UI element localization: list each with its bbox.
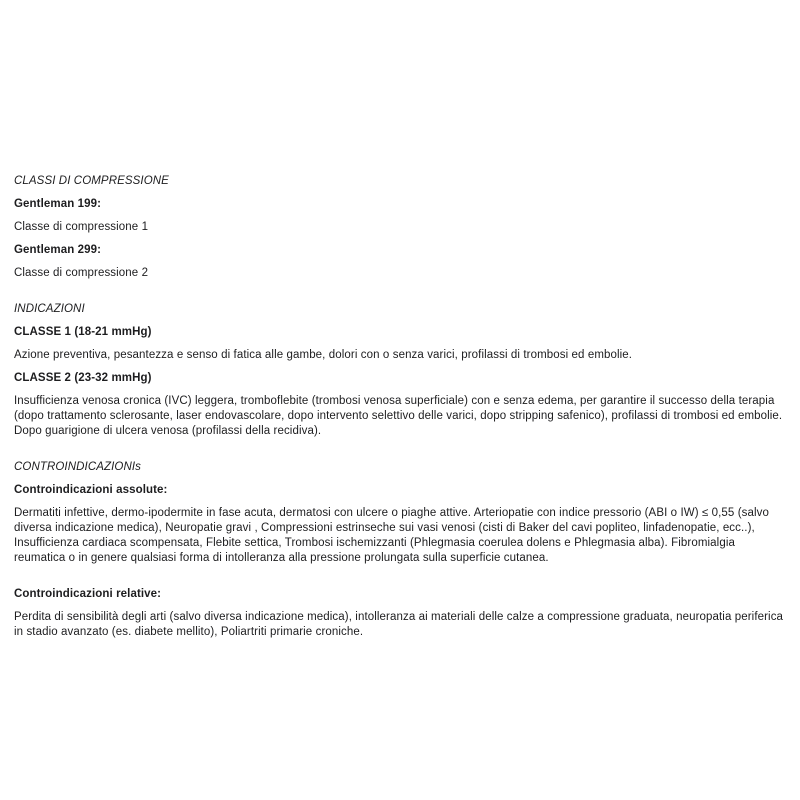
relative-contraindications-text: Perdita di sensibilità degli arti (salvo diversa indicazione medica), intolleranza ai materiali delle calze a compressione graduata, neuropatia periferica in stadio avanzato (es. diabete mellito), Poliartriti primarie croniche.: [14, 611, 784, 638]
gentleman-299-label: Gentleman 299:: [14, 244, 102, 256]
class1-title: CLASSE 1 (18-21 mmHg): [14, 326, 152, 338]
section-indications: [14, 302, 786, 439]
gentleman-199-value: Classe di compressione 1: [14, 221, 149, 233]
class2-description: Insufficienza venosa cronica (IVC) leggera, tromboflebite (trombosi venosa superficiale) con e senza edema, per garantire il successo della terapia (dopo trattamento sclerosante, laser endovascolare, dopo intervento selettivo delle varici, dopo stripping safenico), profilassi di trombosi ed embolie. Dopo guarigione di ulcera venosa (profilassi della recidiva).: [14, 395, 783, 437]
gentleman-199-label: Gentleman 199:: [14, 198, 102, 210]
absolute-contraindications-text: Dermatiti infettive, dermo-ipodermite in fase acuta, dermatosi con ulcere o piaghe attive. Arteriopatie con indice pressorio (ABI o IW) ≤ 0,55 (salvo diversa indicazione medica), Neuropatie gravi , Compressioni estrinseche sui vasi venosi (cisti di Baker del cavi popliteo, linfadenopatie, ecc..), Insufficienza cardiaca scompensata, Flebite settica, Trombosi ischemizzanti (Phlegmasia coerulea dolens e Phlegmasia alba). Fibromialgia reumatica o in genere qualsiasi forma di intolleranza alla pressione prolungata sulla superficie cutanea.: [14, 507, 769, 564]
section-contraindications: [14, 460, 786, 640]
indications-heading: INDICAZIONI: [14, 303, 85, 315]
contraindications-heading: CONTROINDICAZIONIs: [14, 461, 142, 473]
class1-description: Azione preventiva, pesantezza e senso di fatica alle gambe, dolori con o senza varici, profilassi di trombosi ed embolie.: [14, 349, 633, 361]
class2-title: CLASSE 2 (23-32 mmHg): [14, 372, 152, 384]
relative-contraindications-title: Controindicazioni relative:: [14, 588, 162, 600]
section-compression-classes: [14, 174, 786, 281]
absolute-contraindications-title: Controindicazioni assolute:: [14, 484, 168, 496]
gentleman-299-value: Classe di compressione 2: [14, 267, 149, 279]
compression-classes-heading: CLASSI DI COMPRESSIONE: [14, 175, 169, 187]
